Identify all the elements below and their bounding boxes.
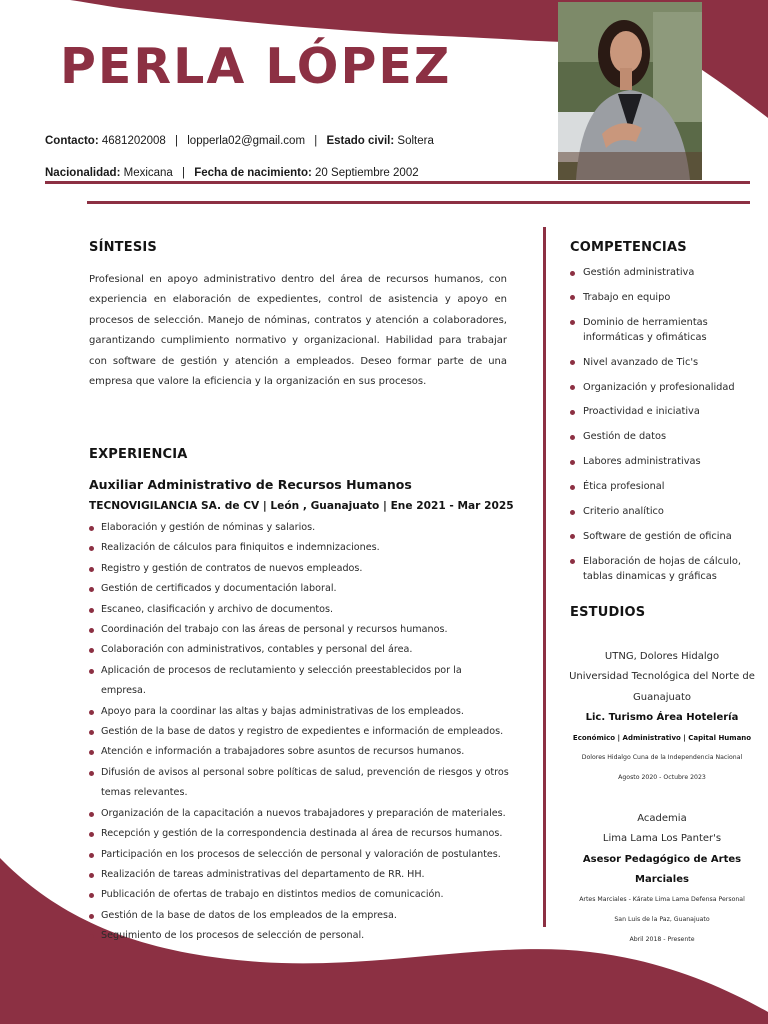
phone-number: 4681202008 [101,135,166,147]
study-place: Dolores Hidalgo Cuna de la Independencia Nacional [581,754,743,762]
study-institution: Academia [637,813,687,824]
study-degree: Asesor Pedagógico de Artes Marciales [582,853,742,885]
competency-item: Software de gestión de oficina [570,529,760,544]
competency-item: Nivel avanzado de Tic's [570,355,760,370]
job-title: Auxiliar Administrativo de Recursos Humanos [89,477,412,492]
experience-item: Gestión de certificados y documentación laboral. [89,579,509,599]
competency-item: Elaboración de hojas de cálculo, tablas dinamicas y gráficas [570,554,760,584]
profile-photo [558,2,702,180]
study-dates: Agosto 2020 - Octubre 2023 [618,774,706,782]
civil-status-value: Soltera [397,135,434,147]
header-divider-secondary [87,201,750,204]
competencies-title: COMPETENCIAS [570,240,687,255]
study-detail: Económico | Administrativo | Capital Humano [572,734,752,743]
nationality-label: Nacionalidad: [45,167,121,179]
experience-item: Publicación de ofertas de trabajo en distintos medios de comunicación. [89,885,509,905]
study-degree: Lic. Turismo Área Hotelería [585,712,739,724]
experience-item: Organización de la capacitación a nuevos trabajadores y preparación de materiales. [89,804,509,824]
experience-item: Coordinación del trabajo con las áreas de personal y recursos humanos. [89,620,509,640]
contact-label: Contacto: [45,135,99,147]
study-dates: Abril 2018 - Presente [629,935,695,943]
experience-item: Seguimiento de los procesos de selección de personal. [89,926,509,946]
experience-title: EXPERIENCIA [89,447,188,462]
competency-item: Labores administrativas [570,454,760,469]
experience-item: Gestión de la base de datos y registro de expedientes e información de empleados. [89,722,509,742]
competency-item: Trabajo en equipo [570,290,760,305]
birth-date-value: 20 Septiembre 2002 [315,167,419,179]
experience-item: Gestión de la base de datos de los empleados de la empresa. [89,906,509,926]
birth-date-label: Fecha de nacimiento: [194,167,312,179]
study-institution-full: Universidad Tecnológica del Norte de Guanajuato [569,671,755,703]
experience-item: Colaboración con administrativos, contables y personal del área. [89,640,509,660]
experience-item: Aplicación de procesos de reclutamiento y selección preestablecidos por la empresa. [89,661,509,702]
candidate-name: PERLA LÓPEZ [60,38,452,95]
experience-item: Difusión de avisos al personal sobre políticas de salud, prevención de riesgos y otros temas relevantes. [89,763,509,804]
column-divider [543,227,546,927]
synthesis-text: Profesional en apoyo administrativo dentro del área de recursos humanos, con experiencia en elaboración de expedientes, control de asistencia y apoyo en procesos de selección. Manejo de nóminas, contratos y atención a colaboradores, garantizando cumplimiento normativo y organizacional. Habilidad para trabajar con software de gestión y atención a empleados. Deseo formar parte de una empresa que valore la eficiencia y la organización en sus procesos. [89,274,507,388]
email-address: lopperla02@gmail.com [187,135,306,147]
separator: | [182,167,186,179]
study-entry [560,809,764,950]
competency-item: Dominio de herramientas informáticas y ofimáticas [570,315,760,345]
synthesis-title: SÍNTESIS [89,240,157,255]
experience-item: Escaneo, clasificación y archivo de documentos. [89,600,509,620]
job-company: TECNOVIGILANCIA SA. de CV | León , Guanajuato | Ene 2021 - Mar 2025 [89,500,514,512]
study-entry [560,647,764,788]
header-divider [45,181,750,184]
experience-item: Recepción y gestión de la correspondencia destinada al área de recursos humanos. [89,824,509,844]
studies-title: ESTUDIOS [570,605,646,620]
separator: | [175,135,179,147]
experience-item: Participación en los procesos de selección de personal y valoración de postulantes. [89,845,509,865]
competency-item: Ética profesional [570,479,760,494]
study-place: San Luis de la Paz, Guanajuato [614,915,710,923]
nationality-value: Mexicana [123,167,173,179]
experience-list [89,518,509,947]
contact-line [45,135,434,147]
experience-item: Realización de cálculos para finiquitos e indemnizaciones. [89,538,509,558]
study-institution: UTNG, Dolores Hidalgo [604,651,720,662]
civil-status-label: Estado civil: [326,135,395,147]
competency-item: Criterio analítico [570,504,760,519]
study-institution-full: Lima Lama Los Panter's [602,833,722,845]
separator: | [314,135,318,147]
study-detail: Artes Marciales - Kárate Lima Lama Defensa Personal [579,895,745,903]
experience-item: Registro y gestión de contratos de nuevos empleados. [89,559,509,579]
experience-item: Realización de tareas administrativas del departamento de RR. HH. [89,865,509,885]
competency-item: Gestión de datos [570,429,760,444]
experience-item: Apoyo para la coordinar las altas y bajas administrativas de los empleados. [89,702,509,722]
competencies-list [570,265,760,594]
competency-item: Organización y profesionalidad [570,380,760,395]
competency-item: Proactividad e iniciativa [570,404,760,419]
experience-item: Elaboración y gestión de nóminas y salarios. [89,518,509,538]
nationality-line [45,167,419,179]
competency-item: Gestión administrativa [570,265,760,280]
experience-item: Atención e información a trabajadores sobre asuntos de recursos humanos. [89,742,509,762]
